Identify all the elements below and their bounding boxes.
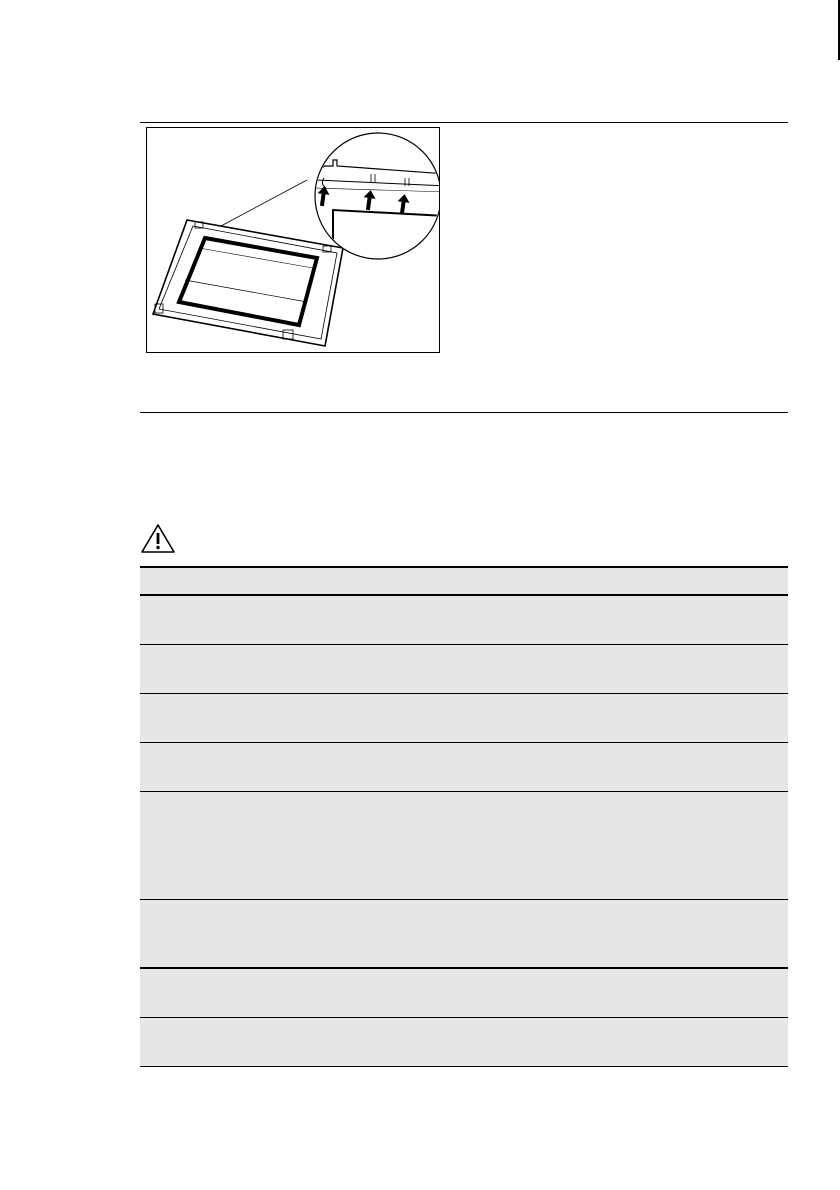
table-row — [140, 969, 788, 1018]
table-row — [140, 694, 788, 743]
oven-door-figure — [146, 127, 440, 353]
table-row — [140, 743, 788, 792]
table-row — [140, 792, 788, 900]
table-row — [140, 1018, 788, 1067]
section-bottom-rule — [140, 412, 788, 413]
table-row — [140, 645, 788, 694]
detail-magnifier — [315, 133, 439, 259]
specification-table — [140, 566, 788, 1067]
warning-triangle-icon — [140, 522, 176, 554]
oven-door-glass-panel-illustration — [147, 128, 439, 352]
table-header — [140, 566, 788, 596]
table-row — [140, 900, 788, 969]
section-top-rule — [140, 122, 788, 123]
table-row — [140, 596, 788, 645]
oven-door — [153, 220, 343, 346]
